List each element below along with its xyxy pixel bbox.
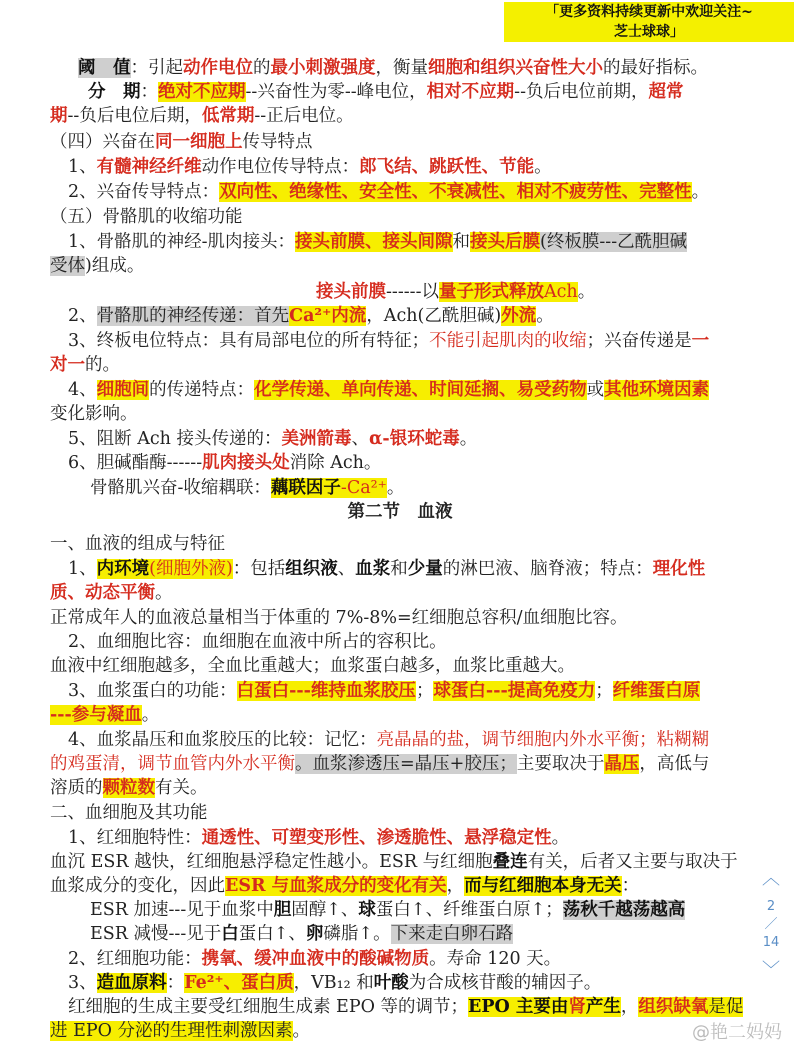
text-line (50, 353, 120, 377)
text-segment: 1、 (68, 157, 97, 177)
text-segment: ，Ach(乙酰胆碱) (366, 306, 502, 326)
text-segment: 绝对不应期 (158, 82, 246, 102)
text-segment: (细胞外液) (149, 559, 233, 579)
promo-banner-line1: 「更多资料持续更新中欢迎关注~ (545, 4, 753, 20)
chevron-up-icon[interactable]: ︿ (762, 868, 780, 889)
text-segment: 3、 (68, 973, 97, 993)
text-segment: 。 (459, 429, 478, 449)
text-line (50, 801, 208, 825)
text-segment: 球 (358, 900, 376, 920)
text-line (68, 557, 705, 581)
text-line (50, 703, 159, 727)
text-line (50, 654, 575, 678)
text-segment: 。 (691, 182, 710, 202)
text-segment: 。 (386, 478, 405, 498)
text-segment: 质、动态平衡 (50, 583, 155, 603)
text-segment: 肾 (568, 997, 586, 1017)
text-segment: 。 (536, 306, 554, 326)
text-segment: 胆 (273, 900, 292, 920)
text-segment: 理化性 (652, 559, 706, 579)
text-segment: 有关。 (155, 778, 208, 798)
text-segment: ：包括 (232, 559, 286, 579)
text-segment: 纤维蛋白原 (612, 681, 701, 701)
text-line (50, 104, 354, 128)
text-segment: 对一 (50, 355, 85, 375)
text-segment: 细胞和组织兴奋性大小 (428, 58, 603, 78)
text-segment: 叠连 (492, 852, 528, 872)
text-segment: 晶压 (604, 754, 640, 774)
text-line (68, 451, 381, 475)
text-segment: ： (166, 973, 185, 993)
text-segment: 。血浆渗透压=晶压+胶压； (295, 754, 517, 774)
text-segment: 。 (155, 583, 173, 603)
text-segment: 同一细胞上 (155, 132, 243, 152)
text-segment: 主要取决于 (516, 754, 605, 774)
text-segment: 或 (586, 380, 605, 400)
text-segment: 1、骨骼肌的神经-肌肉接头： (68, 232, 296, 252)
text-segment: 一 (691, 331, 710, 351)
text-segment: ESR 加速---见于血浆中 (90, 900, 274, 920)
text-segment: --负后电位前期， (514, 82, 649, 102)
text-segment: 美洲箭毒 (281, 429, 352, 449)
text-segment: 磷脂↑。 (323, 924, 391, 944)
text-segment: 传导特点 (242, 132, 313, 152)
text-line (50, 581, 173, 605)
watermark: @艳二妈妈 (692, 1022, 782, 1043)
text-segment: 不能引起肌肉的收缩 (429, 331, 587, 351)
text-line (88, 80, 683, 104)
section-title: 第二节 血液 (347, 502, 453, 522)
text-segment: 白蛋白---维持血浆胶压 (236, 681, 416, 701)
text-line (50, 874, 639, 898)
text-line (50, 606, 628, 630)
text-segment: EPO 主要由 (468, 997, 569, 1017)
text-segment: 亮晶晶的盐，调节细胞内外水平衡；粘糊糊 (376, 730, 710, 750)
text-segment: 卵 (305, 924, 324, 944)
text-segment: 。 (577, 282, 596, 302)
text-segment: 接头前膜 (316, 282, 386, 302)
text-segment: -Ca²⁺ (340, 478, 387, 498)
text-segment: 消除 Ach。 (289, 453, 382, 473)
text-segment: 的传递特点： (149, 380, 255, 400)
text-segment: 而与红细胞本身无关 (464, 876, 622, 896)
text-line (68, 728, 709, 752)
total-pages: 14 (762, 935, 780, 950)
text-segment: 双向性、绝缘性、安全性、不衰减性、相对不疲劳性、完整性 (219, 182, 692, 202)
text-line (78, 56, 708, 80)
text-segment: ；兴奋传递是 (586, 331, 692, 351)
text-line (50, 402, 138, 426)
text-line (68, 826, 569, 850)
text-segment: ESR 与血浆成分的变化有关 (225, 876, 447, 896)
text-segment: 。 (141, 705, 160, 725)
text-segment: 1、红细胞特性： (68, 828, 202, 848)
text-line (68, 427, 477, 451)
text-segment: 固醇↑、 (291, 900, 359, 920)
text-segment: 和 (452, 232, 471, 252)
text-line (68, 180, 709, 204)
promo-banner-line2: 芝士球球」 (614, 24, 684, 40)
text-segment: 量子形式释放 (438, 282, 544, 302)
text-segment: 的最好指标。 (603, 58, 708, 78)
text-segment: --正后电位。 (254, 106, 354, 126)
text-segment: 最小刺激强度 (270, 58, 376, 78)
text-segment: 血浆 (355, 559, 391, 579)
text-segment: 接头后膜 (470, 232, 541, 252)
text-segment: 2、兴奋传导特点： (68, 182, 220, 202)
text-segment: 正常成年人的血液总量相当于体重的 7%-8%=红细胞总容积/血细胞比容。 (50, 608, 628, 628)
text-segment: 组织液 (285, 559, 338, 579)
text-segment: 6、胆碱酯酶------ (68, 453, 203, 473)
text-segment: )组成。 (85, 256, 145, 276)
text-segment: 有髓神经纤维 (96, 157, 202, 177)
text-segment: (终板膜---乙酰胆碱 (540, 232, 688, 252)
text-segment: 的淋巴液、脑脊液；特点： (442, 559, 653, 579)
text-segment: 受体 (50, 256, 85, 276)
text-line (50, 532, 225, 556)
text-line (50, 850, 738, 874)
text-segment: 产生 (585, 997, 621, 1017)
text-line (68, 947, 561, 971)
text-segment: 的鸡蛋清，调节血管内外水平衡 (50, 754, 295, 774)
text-segment: 郎飞结、跳跃性、节能 (359, 157, 535, 177)
text-segment: 血浆成分的变化，因此 (50, 876, 225, 896)
text-segment: ； (415, 681, 434, 701)
text-segment: 4、 (68, 380, 97, 400)
text-line (68, 971, 601, 995)
text-line (68, 155, 552, 179)
text-line (68, 230, 687, 254)
text-segment: 溶质的 (50, 778, 103, 798)
text-segment: Ca²⁺内流 (289, 306, 367, 326)
text-line (90, 898, 685, 922)
text-line (68, 304, 554, 328)
text-segment: 2、 (68, 306, 97, 326)
text-segment: 血液中红细胞越多，全血比重越大；血浆蛋白越多，血浆比重越大。 (50, 656, 575, 676)
text-segment: 、 (351, 429, 369, 449)
text-segment: 藕联因子 (270, 478, 341, 498)
text-segment: 白 (221, 924, 239, 944)
text-segment: 其他环境因素 (604, 380, 710, 400)
text-segment: Fe²⁺、蛋白质 (184, 973, 294, 993)
text-line (68, 630, 447, 654)
text-segment: 动作电位 (183, 58, 253, 78)
text-segment: 携氧、缓冲血液中的酸碱物质 (201, 949, 430, 969)
page-navigator (756, 868, 786, 982)
text-segment: 。 (551, 828, 570, 848)
text-line (68, 995, 743, 1019)
text-segment: 阈 值 (78, 58, 131, 78)
text-segment: 。 (292, 1021, 311, 1041)
text-segment: 。 (534, 157, 552, 177)
text-segment: 细胞间 (96, 380, 150, 400)
text-segment: 组织缺氧 (638, 997, 709, 1017)
text-segment: 分 期 (88, 82, 141, 102)
text-line (68, 679, 700, 703)
text-segment: α-银环蛇毒 (368, 429, 460, 449)
text-segment: ：引起 (130, 58, 183, 78)
text-segment: ； (595, 681, 613, 701)
text-segment: 2、红细胞功能： (68, 949, 202, 969)
text-segment: 骨骼肌的神经传递：首先 (96, 306, 290, 326)
text-segment: 的 (253, 58, 271, 78)
text-segment: 超常 (648, 82, 684, 102)
text-segment: （五）骨骼肌的收缩功能 (50, 207, 243, 227)
text-segment: 外流 (501, 306, 537, 326)
text-segment: 为合成核苷酸的辅因子。 (408, 973, 602, 993)
text-segment: Ach (543, 282, 578, 302)
text-segment: ，VB₁₂ 和 (293, 973, 374, 993)
text-segment: ： (621, 876, 640, 896)
text-line (68, 329, 709, 353)
text-segment: 相对不应期 (426, 82, 515, 102)
text-segment: 接头前膜、接头间隙 (295, 232, 453, 252)
text-segment: 荡秋千越荡越高 (562, 900, 686, 920)
text-segment: 有关，后者又主要与取决于 (527, 852, 738, 872)
text-segment: 叶酸 (373, 973, 409, 993)
text-segment: 骨骼肌兴奋-收缩耦联： (90, 478, 271, 498)
text-segment: ，高低与 (639, 754, 710, 774)
text-line (316, 280, 595, 304)
text-segment: 变化影响。 (50, 404, 138, 424)
text-segment: 3、终板电位特点：具有局部电位的所有特征； (68, 331, 430, 351)
chevron-down-icon[interactable]: ﹀ (762, 960, 780, 981)
text-segment: ： (140, 82, 158, 102)
text-segment: 5、阻断 Ach 接头传递的： (68, 429, 282, 449)
text-segment: ------以 (386, 282, 439, 302)
text-segment: 期 (50, 106, 68, 126)
text-segment: 内环境 (96, 559, 150, 579)
text-segment: ESR 减慢---见于 (90, 924, 222, 944)
text-line (90, 922, 513, 946)
text-segment: 下来走白卵石路 (390, 924, 514, 944)
text-segment: 是促 (708, 997, 744, 1017)
text-segment: 的。 (85, 355, 120, 375)
text-segment: （四）兴奋在 (50, 132, 155, 152)
text-segment: 血沉 ESR 越快，红细胞悬浮稳定性越小。ESR 与红细胞 (50, 852, 493, 872)
promo-banner (504, 2, 794, 42)
text-segment: 少量 (407, 559, 443, 579)
current-page: 2 (766, 899, 776, 914)
text-segment: 造血原料 (96, 973, 167, 993)
text-segment: 二、血细胞及其功能 (50, 803, 208, 823)
text-segment: --负后电位后期， (67, 106, 202, 126)
text-segment: 和 (390, 559, 408, 579)
text-segment: ---参与凝血 (50, 705, 142, 725)
text-segment: 2、血细胞比容：血细胞在血液中所占的容积比。 (68, 632, 447, 652)
text-segment: 。寿命 120 天。 (429, 949, 562, 969)
text-segment: 颗粒数 (102, 778, 155, 798)
text-line (50, 254, 144, 278)
text-segment: ，衡量 (375, 58, 428, 78)
text-segment: 低常期 (201, 106, 255, 126)
text-line (90, 476, 404, 500)
text-line (50, 776, 208, 800)
text-segment: ， (620, 997, 639, 1017)
text-segment: 进 EPO 分泌的生理性刺激因素 (50, 1021, 293, 1041)
text-segment: 4、血浆晶压和血浆胶压的比较：记忆： (68, 730, 377, 750)
text-segment: 蛋白↑、纤维蛋白原↑； (375, 900, 563, 920)
text-segment: 一、血液的组成与特征 (50, 534, 225, 554)
text-segment: 通透性、可塑变形性、渗透脆性、悬浮稳定性 (201, 828, 552, 848)
text-segment: 动作电位传导特点： (201, 157, 360, 177)
text-segment: 蛋白↑、 (238, 924, 306, 944)
text-line (50, 1019, 310, 1043)
text-line (50, 752, 709, 776)
text-line (68, 378, 709, 402)
text-segment: 3、血浆蛋白的功能： (68, 681, 237, 701)
page-separator: ／ (764, 917, 778, 932)
text-segment: 肌肉接头处 (202, 453, 290, 473)
text-segment: 红细胞的生成主要受红细胞生成素 EPO 等的调节； (68, 997, 469, 1017)
text-segment: 1、 (68, 559, 97, 579)
text-line (50, 130, 313, 154)
text-segment: 化学传递、单向传递、时间延搁、易受药物 (254, 380, 587, 400)
text-segment: --兴奋性为零--峰电位， (245, 82, 427, 102)
text-segment: 、 (337, 559, 356, 579)
text-segment: 球蛋白---提高免疫力 (433, 681, 596, 701)
text-segment: ， (446, 876, 465, 896)
text-line (50, 205, 243, 229)
